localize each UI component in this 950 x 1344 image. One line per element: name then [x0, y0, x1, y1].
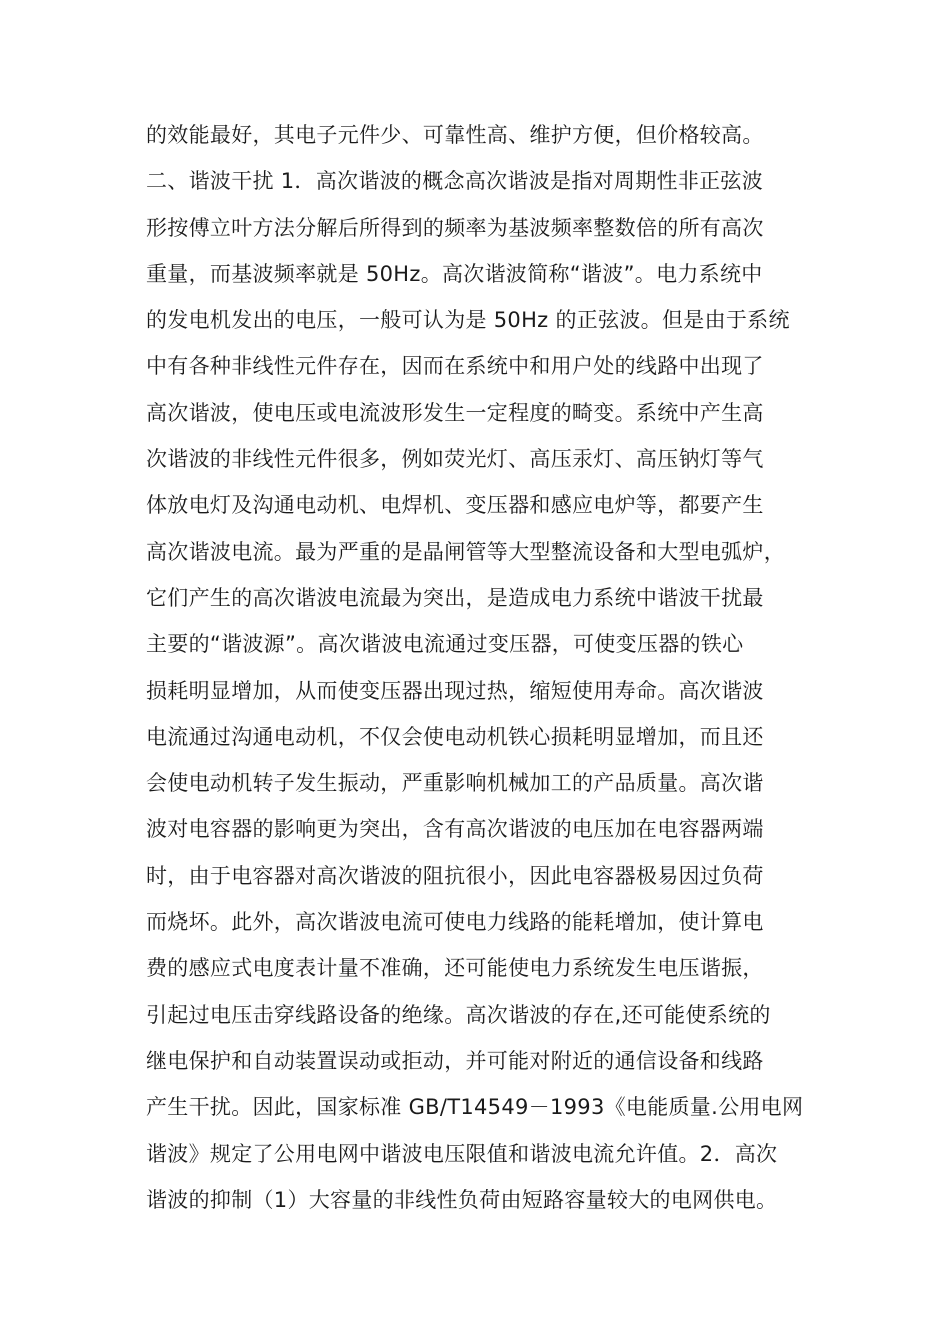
text-line-10: 高次谐波电流。最为严重的是晶闸管等大型整流设备和大型电弧炉，	[146, 539, 785, 564]
text-line-9: 体放电灯及沟通电动机、电焊机、变压器和感应电炉等，都要产生	[146, 493, 764, 518]
text-line-19: 费的感应式电度表计量不准确，还可能使电力系统发生电压谐振，	[146, 956, 764, 981]
text-line-6: 中有各种非线性元件存在，因而在系统中和用户处的线路中出现了	[146, 354, 764, 379]
text-line-21: 继电保护和自动装置误动或拒动，并可能对附近的通信设备和线路	[146, 1048, 764, 1073]
text-line-7: 高次谐波，使电压或电流波形发生一定程度的畸变。系统中产生高	[146, 400, 764, 425]
text-line-13: 损耗明显增加，从而使变压器出现过热，缩短使用寿命。高次谐波	[146, 678, 764, 703]
text-line-18: 而烧坏。此外，高次谐波电流可使电力线路的能耗增加，使计算电	[146, 910, 764, 935]
text-line-22: 产生干扰。因此，国家标准 GB/T14549－1993《电能质量.公用电网	[146, 1095, 804, 1120]
text-line-11: 它们产生的高次谐波电流最为突出，是造成电力系统中谐波干扰最	[146, 585, 764, 610]
body-text	[146, 112, 818, 1223]
text-line-8: 次谐波的非线性元件很多，例如荧光灯、高压汞灯、高压钠灯等气	[146, 447, 764, 472]
text-line-3: 形按傅立叶方法分解后所得到的频率为基波频率整数倍的所有高次	[146, 215, 764, 240]
text-line-12: 主要的“谐波源”。高次谐波电流通过变压器，可使变压器的铁心	[146, 632, 744, 657]
text-line-17: 时，由于电容器对高次谐波的阻抗很小，因此电容器极易因过负荷	[146, 863, 764, 888]
text-line-16: 波对电容器的影响更为突出，含有高次谐波的电压加在电容器两端	[146, 817, 764, 842]
text-line-14: 电流通过沟通电动机，不仅会使电动机铁心损耗明显增加，而且还	[146, 724, 764, 749]
text-line-24: 谐波的抑制（1）大容量的非线性负荷由短路容量较大的电网供电。	[146, 1187, 778, 1212]
text-line-23: 谐波》规定了公用电网中谐波电压限值和谐波电流允许值。2．高次	[146, 1141, 778, 1166]
text-line-1: 的效能最好，其电子元件少、可靠性高、维护方便，但价格较高。	[146, 123, 764, 147]
text-line-5: 的发电机发出的电压，一般可认为是 50Hz 的正弦波。但是由于系统	[146, 308, 790, 333]
text-line-20: 引起过电压击穿线路设备的绝缘。高次谐波的存在,还可能使系统的	[146, 1002, 771, 1027]
text-line-4: 重量，而基波频率就是 50Hz。高次谐波简称“谐波”。电力系统中	[146, 261, 763, 286]
text-line-2: 二、谐波干扰 1．高次谐波的概念高次谐波是指对周期性非正弦波	[146, 169, 764, 194]
text-line-15: 会使电动机转子发生振动，严重影响机械加工的产品质量。高次谐	[146, 771, 764, 796]
